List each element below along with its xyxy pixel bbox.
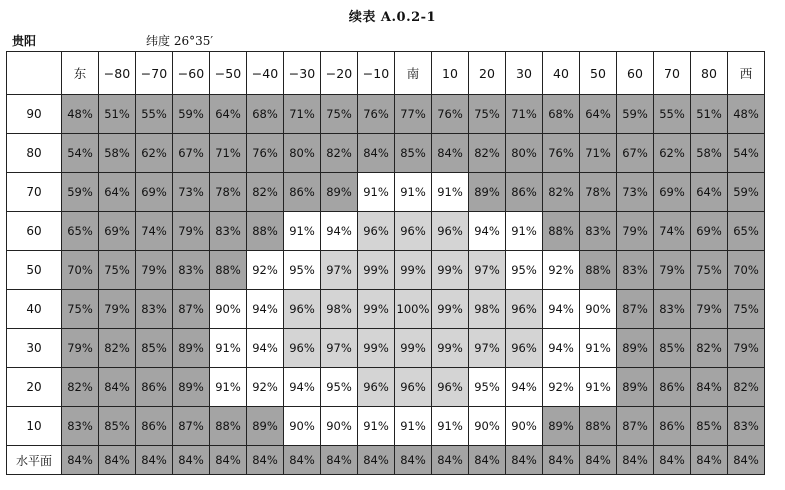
value-cell: 69% bbox=[654, 173, 691, 212]
row-header-cell: 40 bbox=[7, 290, 62, 329]
header-cell: −40 bbox=[247, 52, 284, 95]
value-cell: 71% bbox=[580, 134, 617, 173]
value-cell: 90% bbox=[210, 290, 247, 329]
value-cell: 84% bbox=[617, 446, 654, 475]
value-cell: 79% bbox=[136, 251, 173, 290]
value-cell: 91% bbox=[432, 173, 469, 212]
value-cell: 75% bbox=[62, 290, 99, 329]
value-cell: 99% bbox=[432, 329, 469, 368]
header-row bbox=[7, 52, 765, 95]
table-row bbox=[7, 212, 765, 251]
value-cell: 79% bbox=[62, 329, 99, 368]
value-cell: 71% bbox=[210, 134, 247, 173]
value-cell: 84% bbox=[728, 446, 765, 475]
value-cell: 96% bbox=[506, 329, 543, 368]
value-cell: 92% bbox=[543, 368, 580, 407]
value-cell: 84% bbox=[654, 446, 691, 475]
value-cell: 95% bbox=[284, 251, 321, 290]
value-cell: 94% bbox=[247, 290, 284, 329]
value-cell: 84% bbox=[432, 134, 469, 173]
value-cell: 80% bbox=[284, 134, 321, 173]
value-cell: 85% bbox=[136, 329, 173, 368]
value-cell: 83% bbox=[136, 290, 173, 329]
value-cell: 87% bbox=[173, 290, 210, 329]
value-cell: 89% bbox=[247, 407, 284, 446]
value-cell: 69% bbox=[691, 212, 728, 251]
value-cell: 96% bbox=[395, 368, 432, 407]
header-cell: −80 bbox=[99, 52, 136, 95]
value-cell: 71% bbox=[284, 95, 321, 134]
value-cell: 75% bbox=[99, 251, 136, 290]
header-cell: 40 bbox=[543, 52, 580, 95]
value-cell: 67% bbox=[617, 134, 654, 173]
row-header-cell: 70 bbox=[7, 173, 62, 212]
value-cell: 84% bbox=[99, 368, 136, 407]
value-cell: 86% bbox=[136, 407, 173, 446]
value-cell: 90% bbox=[506, 407, 543, 446]
value-cell: 88% bbox=[580, 251, 617, 290]
value-cell: 92% bbox=[543, 251, 580, 290]
value-cell: 67% bbox=[173, 134, 210, 173]
value-cell: 59% bbox=[728, 173, 765, 212]
value-cell: 84% bbox=[395, 446, 432, 475]
value-cell: 59% bbox=[173, 95, 210, 134]
value-cell: 88% bbox=[247, 212, 284, 251]
value-cell: 92% bbox=[247, 368, 284, 407]
value-cell: 64% bbox=[691, 173, 728, 212]
header-cell: 80 bbox=[691, 52, 728, 95]
row-header-cell: 80 bbox=[7, 134, 62, 173]
table-row bbox=[7, 407, 765, 446]
value-cell: 64% bbox=[210, 95, 247, 134]
header-cell: −50 bbox=[210, 52, 247, 95]
value-cell: 95% bbox=[321, 368, 358, 407]
value-cell: 55% bbox=[654, 95, 691, 134]
value-cell: 86% bbox=[284, 173, 321, 212]
value-cell: 79% bbox=[691, 290, 728, 329]
header-cell: 西 bbox=[728, 52, 765, 95]
value-cell: 82% bbox=[321, 134, 358, 173]
value-cell: 84% bbox=[469, 446, 506, 475]
value-cell: 91% bbox=[358, 173, 395, 212]
value-cell: 76% bbox=[358, 95, 395, 134]
value-cell: 82% bbox=[691, 329, 728, 368]
row-header-cell: 50 bbox=[7, 251, 62, 290]
value-cell: 98% bbox=[321, 290, 358, 329]
value-cell: 84% bbox=[321, 446, 358, 475]
value-cell: 87% bbox=[617, 407, 654, 446]
value-cell: 79% bbox=[654, 251, 691, 290]
value-cell: 88% bbox=[210, 407, 247, 446]
value-cell: 94% bbox=[469, 212, 506, 251]
value-cell: 94% bbox=[506, 368, 543, 407]
value-cell: 83% bbox=[654, 290, 691, 329]
value-cell: 99% bbox=[395, 251, 432, 290]
value-cell: 84% bbox=[99, 446, 136, 475]
value-cell: 83% bbox=[173, 251, 210, 290]
row-header-cell: 60 bbox=[7, 212, 62, 251]
value-cell: 82% bbox=[728, 368, 765, 407]
value-cell: 96% bbox=[432, 212, 469, 251]
value-cell: 96% bbox=[358, 212, 395, 251]
value-cell: 99% bbox=[358, 251, 395, 290]
value-cell: 64% bbox=[580, 95, 617, 134]
value-cell: 97% bbox=[321, 329, 358, 368]
value-cell: 77% bbox=[395, 95, 432, 134]
value-cell: 71% bbox=[506, 95, 543, 134]
value-cell: 99% bbox=[395, 329, 432, 368]
latitude-label: 纬度 26°35′ bbox=[146, 34, 214, 48]
value-cell: 55% bbox=[136, 95, 173, 134]
value-cell: 100% bbox=[395, 290, 432, 329]
header-cell: −60 bbox=[173, 52, 210, 95]
value-cell: 92% bbox=[247, 251, 284, 290]
value-cell: 76% bbox=[432, 95, 469, 134]
header-cell: −30 bbox=[284, 52, 321, 95]
value-cell: 84% bbox=[247, 446, 284, 475]
table-row bbox=[7, 446, 765, 475]
row-header-cell: 20 bbox=[7, 368, 62, 407]
value-cell: 83% bbox=[210, 212, 247, 251]
row-header-cell: 10 bbox=[7, 407, 62, 446]
value-cell: 82% bbox=[99, 329, 136, 368]
value-cell: 84% bbox=[691, 446, 728, 475]
value-cell: 87% bbox=[173, 407, 210, 446]
value-cell: 84% bbox=[173, 446, 210, 475]
value-cell: 58% bbox=[99, 134, 136, 173]
value-cell: 86% bbox=[654, 407, 691, 446]
value-cell: 94% bbox=[543, 290, 580, 329]
value-cell: 85% bbox=[395, 134, 432, 173]
header-cell: 南 bbox=[395, 52, 432, 95]
value-cell: 91% bbox=[506, 212, 543, 251]
value-cell: 74% bbox=[136, 212, 173, 251]
value-cell: 94% bbox=[321, 212, 358, 251]
value-cell: 51% bbox=[99, 95, 136, 134]
header-cell: 50 bbox=[580, 52, 617, 95]
value-cell: 91% bbox=[395, 173, 432, 212]
value-cell: 90% bbox=[580, 290, 617, 329]
value-cell: 90% bbox=[284, 407, 321, 446]
value-cell: 74% bbox=[654, 212, 691, 251]
value-cell: 84% bbox=[210, 446, 247, 475]
table-header bbox=[7, 52, 765, 95]
value-cell: 69% bbox=[99, 212, 136, 251]
value-cell: 84% bbox=[358, 446, 395, 475]
value-cell: 89% bbox=[543, 407, 580, 446]
value-cell: 75% bbox=[469, 95, 506, 134]
value-cell: 65% bbox=[728, 212, 765, 251]
row-header-cell: 水平面 bbox=[7, 446, 62, 475]
value-cell: 48% bbox=[62, 95, 99, 134]
value-cell: 62% bbox=[654, 134, 691, 173]
value-cell: 96% bbox=[432, 368, 469, 407]
value-cell: 96% bbox=[358, 368, 395, 407]
value-cell: 76% bbox=[247, 134, 284, 173]
value-cell: 99% bbox=[432, 290, 469, 329]
value-cell: 75% bbox=[321, 95, 358, 134]
value-cell: 91% bbox=[580, 368, 617, 407]
table-row bbox=[7, 290, 765, 329]
table-row bbox=[7, 329, 765, 368]
value-cell: 68% bbox=[247, 95, 284, 134]
value-cell: 87% bbox=[617, 290, 654, 329]
table-caption: 续表 A.0.2-1 bbox=[348, 10, 437, 25]
header-cell: 60 bbox=[617, 52, 654, 95]
table-row bbox=[7, 368, 765, 407]
value-cell: 97% bbox=[469, 251, 506, 290]
value-cell: 86% bbox=[506, 173, 543, 212]
value-cell: 83% bbox=[580, 212, 617, 251]
value-cell: 96% bbox=[284, 290, 321, 329]
value-cell: 89% bbox=[321, 173, 358, 212]
value-cell: 88% bbox=[580, 407, 617, 446]
value-cell: 70% bbox=[728, 251, 765, 290]
value-cell: 54% bbox=[728, 134, 765, 173]
value-cell: 84% bbox=[580, 446, 617, 475]
value-cell: 69% bbox=[136, 173, 173, 212]
value-cell: 99% bbox=[358, 329, 395, 368]
header-cell: −70 bbox=[136, 52, 173, 95]
value-cell: 79% bbox=[728, 329, 765, 368]
value-cell: 84% bbox=[358, 134, 395, 173]
value-cell: 94% bbox=[543, 329, 580, 368]
value-cell: 73% bbox=[617, 173, 654, 212]
header-cell: 东 bbox=[62, 52, 99, 95]
value-cell: 95% bbox=[469, 368, 506, 407]
value-cell: 96% bbox=[506, 290, 543, 329]
header-cell: 20 bbox=[469, 52, 506, 95]
value-cell: 80% bbox=[506, 134, 543, 173]
value-cell: 79% bbox=[99, 290, 136, 329]
value-cell: 96% bbox=[284, 329, 321, 368]
value-cell: 95% bbox=[506, 251, 543, 290]
value-cell: 85% bbox=[654, 329, 691, 368]
value-cell: 83% bbox=[617, 251, 654, 290]
value-cell: 91% bbox=[580, 329, 617, 368]
value-cell: 64% bbox=[99, 173, 136, 212]
value-cell: 54% bbox=[62, 134, 99, 173]
value-cell: 97% bbox=[469, 329, 506, 368]
value-cell: 89% bbox=[173, 329, 210, 368]
value-cell: 84% bbox=[432, 446, 469, 475]
value-cell: 70% bbox=[62, 251, 99, 290]
value-cell: 89% bbox=[617, 329, 654, 368]
header-corner-cell bbox=[7, 52, 62, 95]
value-cell: 78% bbox=[210, 173, 247, 212]
value-cell: 86% bbox=[136, 368, 173, 407]
header-cell: 30 bbox=[506, 52, 543, 95]
value-cell: 62% bbox=[136, 134, 173, 173]
value-cell: 78% bbox=[580, 173, 617, 212]
value-cell: 86% bbox=[654, 368, 691, 407]
header-cell: 10 bbox=[432, 52, 469, 95]
value-cell: 84% bbox=[506, 446, 543, 475]
value-cell: 89% bbox=[173, 368, 210, 407]
value-cell: 99% bbox=[432, 251, 469, 290]
value-cell: 91% bbox=[210, 368, 247, 407]
value-cell: 90% bbox=[321, 407, 358, 446]
table-row bbox=[7, 134, 765, 173]
value-cell: 88% bbox=[210, 251, 247, 290]
value-cell: 85% bbox=[691, 407, 728, 446]
city-label: 贵阳 bbox=[12, 34, 37, 48]
table-row bbox=[7, 95, 765, 134]
value-cell: 75% bbox=[728, 290, 765, 329]
value-cell: 97% bbox=[321, 251, 358, 290]
value-cell: 91% bbox=[432, 407, 469, 446]
value-cell: 84% bbox=[136, 446, 173, 475]
value-cell: 51% bbox=[691, 95, 728, 134]
value-cell: 90% bbox=[469, 407, 506, 446]
table-body bbox=[7, 95, 765, 475]
value-cell: 84% bbox=[284, 446, 321, 475]
header-cell: −10 bbox=[358, 52, 395, 95]
value-cell: 82% bbox=[543, 173, 580, 212]
value-cell: 94% bbox=[247, 329, 284, 368]
value-cell: 73% bbox=[173, 173, 210, 212]
value-cell: 79% bbox=[173, 212, 210, 251]
value-cell: 98% bbox=[469, 290, 506, 329]
value-cell: 75% bbox=[691, 251, 728, 290]
table-row bbox=[7, 173, 765, 212]
value-cell: 91% bbox=[284, 212, 321, 251]
value-cell: 79% bbox=[617, 212, 654, 251]
value-cell: 76% bbox=[543, 134, 580, 173]
value-cell: 84% bbox=[62, 446, 99, 475]
value-cell: 48% bbox=[728, 95, 765, 134]
value-cell: 65% bbox=[62, 212, 99, 251]
value-cell: 91% bbox=[358, 407, 395, 446]
value-cell: 88% bbox=[543, 212, 580, 251]
value-cell: 89% bbox=[469, 173, 506, 212]
row-header-cell: 30 bbox=[7, 329, 62, 368]
value-cell: 84% bbox=[543, 446, 580, 475]
value-cell: 82% bbox=[469, 134, 506, 173]
value-cell: 96% bbox=[395, 212, 432, 251]
value-cell: 91% bbox=[210, 329, 247, 368]
table-row bbox=[7, 251, 765, 290]
value-cell: 58% bbox=[691, 134, 728, 173]
row-header-cell: 90 bbox=[7, 95, 62, 134]
value-cell: 89% bbox=[617, 368, 654, 407]
value-cell: 91% bbox=[395, 407, 432, 446]
data-table bbox=[6, 51, 765, 475]
value-cell: 59% bbox=[62, 173, 99, 212]
header-cell: 70 bbox=[654, 52, 691, 95]
value-cell: 68% bbox=[543, 95, 580, 134]
value-cell: 83% bbox=[728, 407, 765, 446]
header-cell: −20 bbox=[321, 52, 358, 95]
value-cell: 82% bbox=[62, 368, 99, 407]
value-cell: 99% bbox=[358, 290, 395, 329]
value-cell: 84% bbox=[691, 368, 728, 407]
value-cell: 94% bbox=[284, 368, 321, 407]
value-cell: 83% bbox=[62, 407, 99, 446]
value-cell: 59% bbox=[617, 95, 654, 134]
value-cell: 82% bbox=[247, 173, 284, 212]
value-cell: 85% bbox=[99, 407, 136, 446]
